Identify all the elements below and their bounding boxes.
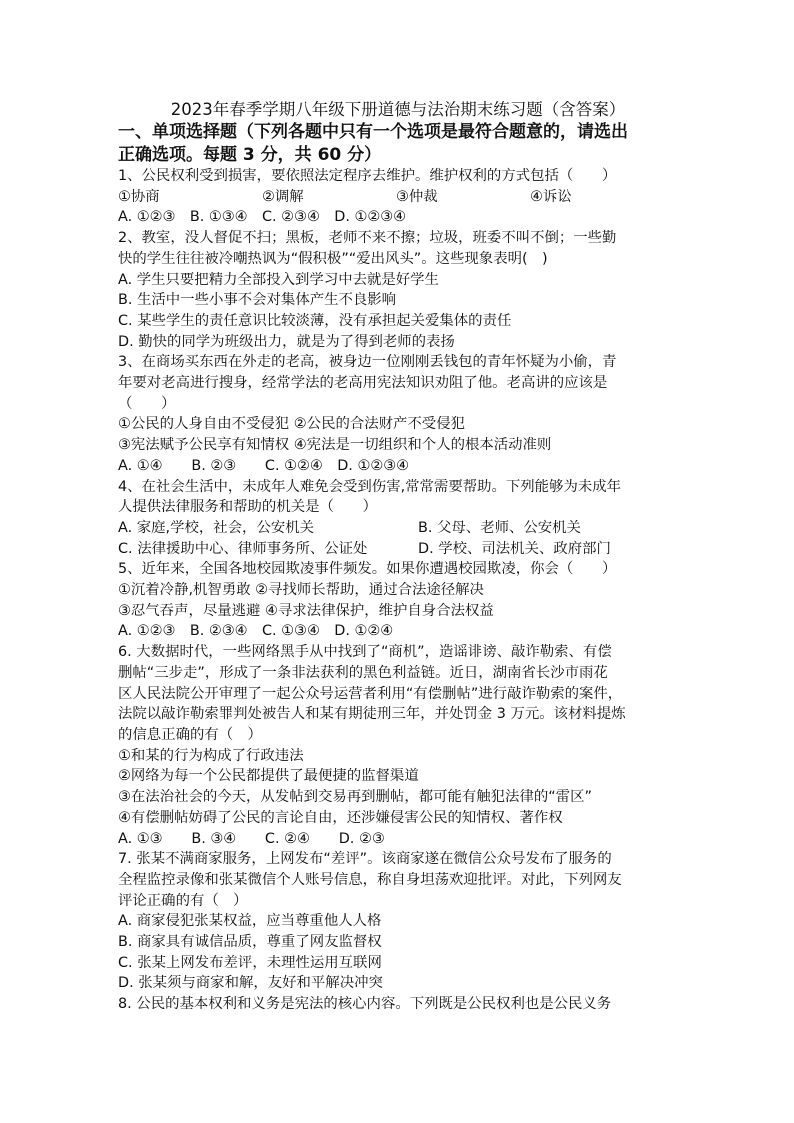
statement-line: ①沉着冷静,机智勇敢 ②寻找师长帮助，通过合法途径解决 [118, 582, 484, 599]
statement: ①协商 [118, 188, 160, 205]
option-a: A. 学生只要把精力全部投入到学习中去就是好学生 [118, 271, 439, 288]
statement-line: ①公民的人身自由不受侵犯 ②公民的合法财产不受侵犯 [118, 416, 465, 433]
question-1 [118, 166, 678, 228]
section-heading-line2: 正确选项。每题 3 分，共 60 分） [118, 144, 382, 165]
question-stem: 法院以敲诈勒索罪判处被告人和某有期徒刑三年，并处罚金 3 万元。该材料提炼 [118, 706, 626, 723]
option-a: A. 商家侵犯张某权益，应当尊重他人人格 [118, 913, 382, 930]
question-3 [118, 352, 678, 476]
question-stem: 7. 张某不满商家服务，上网发布“差评”。该商家遂在微信公众号发布了服务的 [118, 851, 612, 868]
option-a: A. 家庭,学校，社会，公安机关 [118, 519, 315, 536]
question-stem: 8. 公民的基本权利和义务是宪法的核心内容。下列既是公民权利也是公民义务 [118, 996, 612, 1013]
question-stem: 快的学生往往被冷嘲热讽为“假积极”“爱出风头”。这些现象表明( ) [118, 250, 548, 267]
exam-title: 2023年春季学期八年级下册道德与法治期末练习题（含答案） [170, 100, 626, 119]
exam-content [118, 99, 678, 1015]
statement-line: ④有偿删帖妨碍了公民的言论自由，还涉嫌侵害公民的知情权、著作权 [118, 809, 563, 826]
question-stem: 6. 大数据时代，一些网络黑手从中找到了“商机”，造谣诽谤、敲诈勒索、有偿 [118, 644, 612, 661]
statement-line: ③宪法赋予公民享有知情权 ④宪法是一切组织和个人的根本活动准则 [118, 437, 552, 454]
statement-line: ②网络为每一个公民都提供了最便捷的监督渠道 [118, 768, 419, 785]
question-stem: 的信息正确的有（ ） [118, 726, 262, 743]
question-stem: 5、近年来，全国各地校园欺凌事件频发。如果你遭遇校园欺凌，你会（ ） [118, 561, 617, 578]
question-stem: 全程监控录像和张某微信个人账号信息，称自身坦荡欢迎批评。对此，下列网友 [118, 871, 622, 888]
option-b: B. 父母、老师、公安机关 [418, 519, 581, 536]
option-row [118, 539, 678, 560]
question-stem: 4、在社会生活中，未成年人难免会受到伤害,常常需要帮助。下列能够为未成年 [118, 478, 622, 495]
answer-options: A. ①②③ B. ②③④ C. ①③④ D. ①②④ [118, 623, 394, 640]
statement: ②调解 [262, 188, 304, 205]
option-c: C. 某些学生的责任意识比较淡薄，没有承担起关爱集体的责任 [118, 312, 512, 329]
answer-options: A. ①②③ B. ①③④ C. ②③④ D. ①②③④ [118, 209, 407, 226]
question-stem: 年要对老高进行搜身，经常学法的老高用宪法知识劝阻了他。老高讲的应该是 [118, 375, 608, 392]
option-d: D. 学校、司法机关、政府部门 [418, 540, 611, 557]
question-stem: 删帖“三步走”，形成了一条非法获利的黑色利益链。近日，湖南省长沙市雨花 [118, 664, 608, 681]
statement: ④诉讼 [530, 188, 572, 205]
statement-line: ①和某的行为构成了行政违法 [118, 747, 304, 764]
question-6 [118, 642, 678, 849]
question-stem: 人提供法律服务和帮助的机关是（ ） [118, 499, 378, 516]
question-2 [118, 228, 678, 352]
statement: ③仲裁 [396, 188, 438, 205]
question-stem: 区人民法院公开审理了一起公众号运营者利用“有偿删帖”进行敲诈勒索的案件， [118, 685, 623, 702]
answer-options: A. ①④ B. ②③ C. ①②④ D. ①②③④ [118, 457, 410, 474]
question-stem: 2、教室，没人督促不扫；黑板，老师不来不擦；垃圾，班委不叫不倒；一些勤 [118, 230, 617, 247]
option-b: B. 商家具有诚信品质，尊重了网友监督权 [118, 934, 382, 951]
option-d: D. 勤快的同学为班级出力，就是为了得到老师的表扬 [118, 333, 455, 350]
answer-options: A. ①③ B. ③④ C. ②④ D. ②③ [118, 830, 385, 847]
question-7 [118, 849, 678, 994]
question-stem: 1、公民权利受到损害，要依照法定程序去维护。维护权利的方式包括（ ） [118, 168, 617, 184]
option-b: B. 生活中一些小事不会对集体产生不良影响 [118, 292, 397, 309]
option-d: D. 张某须与商家和解，友好和平解决冲突 [118, 975, 383, 992]
question-stem: 3、在商场买东西在外走的老高，被身边一位刚刚丢钱包的青年怀疑为小偷，青 [118, 354, 617, 371]
question-stem: 评论正确的有（ ） [118, 892, 248, 909]
option-row [118, 518, 678, 539]
question-4 [118, 477, 678, 560]
option-c: C. 法律援助中心、律师事务所、公证处 [118, 540, 368, 557]
question-stem: （ ） [118, 395, 176, 412]
section-heading-line1: 一、单项选择题（下列各题中只有一个选项是最符合题意的，请选出 [118, 122, 628, 142]
statement-line: ③忍气吞声，尽量逃避 ④寻求法律保护，维护自身合法权益 [118, 602, 494, 619]
statement-row [118, 187, 678, 208]
question-5 [118, 559, 678, 642]
option-c: C. 张某上网发布差评，未理性运用互联网 [118, 954, 382, 971]
question-8 [118, 994, 678, 1015]
statement-line: ③在法治社会的今天，从发帖到交易再到删帖，都可能有触犯法律的“雷区” [118, 789, 592, 806]
